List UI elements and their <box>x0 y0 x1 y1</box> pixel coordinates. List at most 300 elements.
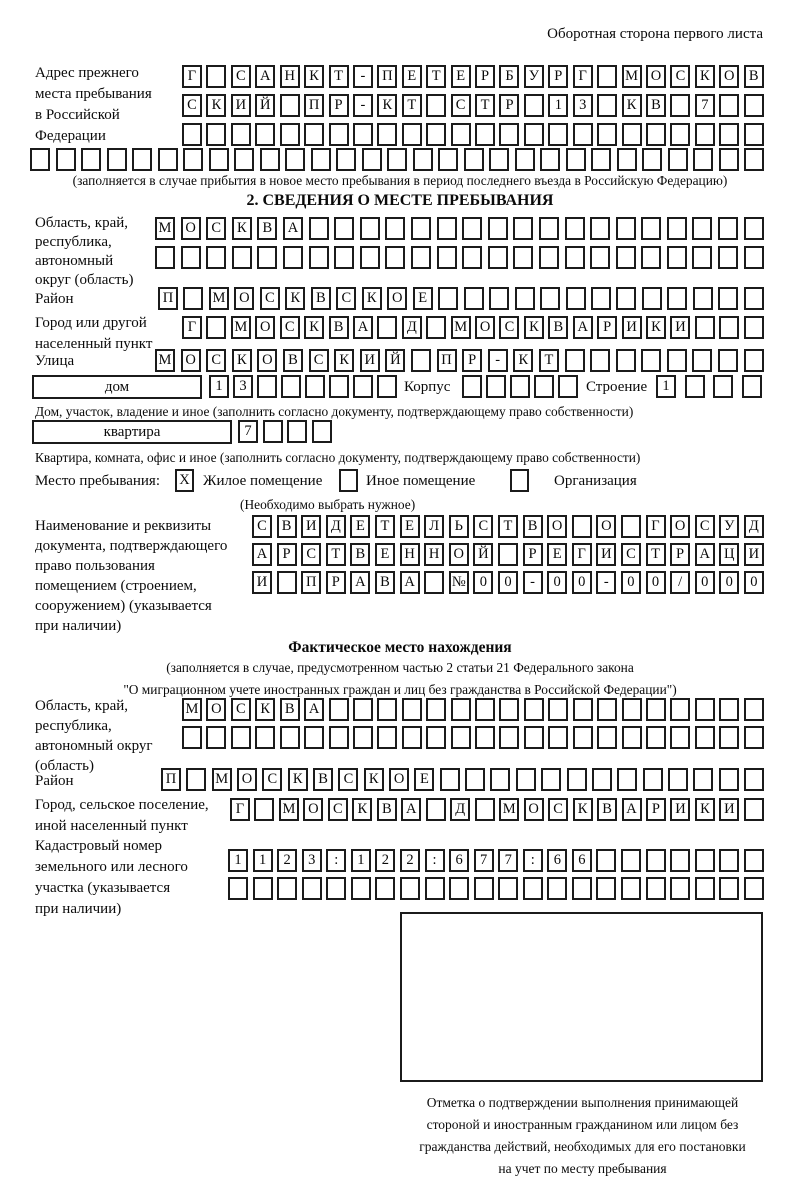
form-cell <box>622 698 642 721</box>
form-cell <box>474 877 494 900</box>
oblast-label-line: Область, край, <box>35 215 129 231</box>
form-cell <box>81 148 101 171</box>
form-cell <box>375 877 395 900</box>
form-cell: В <box>311 287 331 310</box>
form-cell <box>524 726 544 749</box>
form-cell: Е <box>451 65 471 88</box>
form-cell: Р <box>499 94 519 117</box>
form-cell <box>280 123 300 146</box>
form-cell <box>377 726 397 749</box>
fact-caption-line-2: "О миграционном учете иностранных граждан и лиц без гражданства в Российской Федерации") <box>123 682 677 697</box>
form-cell: 3 <box>573 94 593 117</box>
form-cell: С <box>499 316 519 339</box>
form-cell: М <box>155 217 175 240</box>
form-cell <box>309 217 329 240</box>
form-cell: Т <box>329 65 349 88</box>
fact-gorod-label <box>35 795 209 837</box>
form-cell <box>336 148 356 171</box>
form-cell: Н <box>400 543 420 566</box>
form-cell <box>377 316 397 339</box>
form-cell: С <box>206 217 226 240</box>
form-cell <box>498 877 518 900</box>
form-cell: Н <box>424 543 444 566</box>
form-cell <box>742 375 762 398</box>
form-cell <box>498 543 518 566</box>
form-cell <box>400 877 420 900</box>
form-cell <box>592 768 612 791</box>
form-cell <box>234 148 254 171</box>
form-cell <box>158 148 178 171</box>
form-cell <box>616 349 636 372</box>
form-cell: О <box>237 768 257 791</box>
form-cell <box>186 768 206 791</box>
form-cell <box>695 698 715 721</box>
fact-oblast-row-1 <box>182 698 764 721</box>
form-cell: К <box>622 94 642 117</box>
form-cell: О <box>646 65 666 88</box>
form-cell <box>692 217 712 240</box>
form-cell: Р <box>475 65 495 88</box>
korpus-cells <box>462 375 578 398</box>
checkbox-zhiloe-label: Жилое помещение <box>203 473 323 489</box>
form-cell <box>744 148 764 171</box>
form-cell <box>596 877 616 900</box>
form-cell: О <box>670 515 690 538</box>
form-cell: И <box>231 94 251 117</box>
form-cell <box>475 798 495 821</box>
stamp-caption <box>395 1092 770 1180</box>
form-cell: / <box>670 571 690 594</box>
form-cell <box>462 246 482 269</box>
form-cell <box>744 726 764 749</box>
form-cell: И <box>670 316 690 339</box>
form-cell: О <box>475 316 495 339</box>
form-cell: В <box>283 349 303 372</box>
form-cell <box>566 148 586 171</box>
form-cell: 1 <box>209 375 229 398</box>
form-cell <box>719 148 739 171</box>
form-cell <box>670 726 690 749</box>
stroenie-label: Строение <box>586 379 648 395</box>
form-cell <box>668 148 688 171</box>
form-cell: И <box>301 515 321 538</box>
fact-gorod-label-line: иной населенный пункт <box>35 818 188 834</box>
form-cell: Т <box>539 349 559 372</box>
doc-label-line: право пользования <box>35 558 155 574</box>
form-cell <box>744 123 764 146</box>
form-cell: А <box>304 698 324 721</box>
checkbox-zhiloe: X <box>175 469 194 492</box>
form-cell <box>385 217 405 240</box>
form-cell: Г <box>572 543 592 566</box>
form-cell <box>685 375 705 398</box>
form-cell <box>670 698 690 721</box>
form-cell <box>548 726 568 749</box>
doc-label-line: документа, подтверждающего <box>35 538 228 554</box>
form-cell <box>667 287 687 310</box>
form-cell: 2 <box>400 849 420 872</box>
form-cell <box>287 420 307 443</box>
form-cell <box>206 123 226 146</box>
form-cell <box>565 217 585 240</box>
form-cell: А <box>252 543 272 566</box>
form-cell <box>411 217 431 240</box>
form-cell: И <box>744 543 764 566</box>
raion-row <box>158 287 764 310</box>
prev-address-caption: (заполняется в случае прибытия в новое место пребывания в период последнего въезда в Российскую Федерацию) <box>72 173 728 188</box>
form-cell: 0 <box>621 571 641 594</box>
form-cell: И <box>670 798 690 821</box>
form-cell <box>567 768 587 791</box>
form-cell <box>524 123 544 146</box>
form-cell: К <box>288 768 308 791</box>
form-cell: 2 <box>375 849 395 872</box>
form-cell: А <box>350 571 370 594</box>
form-cell <box>107 148 127 171</box>
form-cell <box>426 123 446 146</box>
form-cell: Й <box>385 349 405 372</box>
form-cell: 0 <box>498 571 518 594</box>
form-cell <box>670 123 690 146</box>
form-cell <box>426 316 446 339</box>
form-cell: Р <box>646 798 666 821</box>
oblast-label <box>35 214 133 290</box>
form-cell <box>464 287 484 310</box>
form-cell: Р <box>523 543 543 566</box>
form-cell: В <box>277 515 297 538</box>
kadastr-label <box>35 836 188 920</box>
form-cell: 3 <box>233 375 253 398</box>
form-cell <box>591 287 611 310</box>
form-cell <box>692 349 712 372</box>
prev-address-row-2 <box>182 94 764 117</box>
form-cell <box>667 217 687 240</box>
form-cell <box>744 217 764 240</box>
form-cell: К <box>232 217 252 240</box>
form-cell <box>462 375 482 398</box>
form-cell: 0 <box>572 571 592 594</box>
form-cell: С <box>206 349 226 372</box>
form-cell: П <box>304 94 324 117</box>
form-cell <box>351 877 371 900</box>
form-cell <box>231 123 251 146</box>
form-cell <box>718 217 738 240</box>
form-cell <box>548 123 568 146</box>
form-cell: Р <box>597 316 617 339</box>
form-cell <box>280 94 300 117</box>
form-cell: П <box>161 768 181 791</box>
fact-caption-line-1: (заполняется в случае, предусмотренном частью 2 статьи 21 Федерального закона <box>166 660 634 675</box>
ulitsa-label: Улица <box>35 353 75 369</box>
form-cell: Е <box>375 543 395 566</box>
form-cell <box>718 349 738 372</box>
form-cell <box>56 148 76 171</box>
form-cell <box>475 698 495 721</box>
gorod-label-line: населенный пункт <box>35 336 153 352</box>
form-cell <box>621 877 641 900</box>
form-cell: С <box>309 349 329 372</box>
form-cell <box>558 375 578 398</box>
form-cell <box>326 877 346 900</box>
form-cell <box>209 148 229 171</box>
form-cell: С <box>231 65 251 88</box>
form-cell <box>475 123 495 146</box>
kadastr-row-1 <box>228 849 764 872</box>
form-cell: В <box>280 698 300 721</box>
fact-title: Фактическое место нахождения <box>288 639 512 656</box>
form-cell <box>426 798 446 821</box>
stamp-caption-line: гражданства действий, необходимых для его постановки <box>419 1139 746 1154</box>
form-cell: К <box>352 798 372 821</box>
form-cell <box>438 287 458 310</box>
form-cell <box>253 877 273 900</box>
form-cell: П <box>377 65 397 88</box>
form-cell: А <box>353 316 373 339</box>
form-cell <box>744 246 764 269</box>
form-cell <box>641 349 661 372</box>
form-cell <box>465 768 485 791</box>
fact-raion-row <box>161 768 764 791</box>
form-cell <box>255 123 275 146</box>
prev-address-label <box>35 63 152 147</box>
form-cell <box>411 349 431 372</box>
form-cell <box>540 148 560 171</box>
form-cell: Й <box>255 94 275 117</box>
gorod-label <box>35 313 152 355</box>
form-cell <box>387 148 407 171</box>
doc-label-line: сооружением) (указывается <box>35 598 212 614</box>
form-cell: О <box>449 543 469 566</box>
form-cell: С <box>451 94 471 117</box>
form-cell <box>402 726 422 749</box>
form-cell <box>402 123 422 146</box>
stamp-caption-line: на учет по месту пребывания <box>498 1161 667 1176</box>
form-cell <box>283 246 303 269</box>
prev-address-label-line: в Российской <box>35 107 120 123</box>
form-cell <box>566 287 586 310</box>
form-cell: М <box>231 316 251 339</box>
form-cell <box>353 375 373 398</box>
form-cell <box>402 698 422 721</box>
prev-address-row-3 <box>182 123 764 146</box>
form-cell: О <box>387 287 407 310</box>
form-cell: И <box>719 798 739 821</box>
form-cell <box>744 768 764 791</box>
fact-oblast-row-2 <box>182 726 764 749</box>
form-cell <box>449 877 469 900</box>
form-cell <box>621 849 641 872</box>
form-cell <box>155 246 175 269</box>
form-cell <box>719 849 739 872</box>
form-cell: Е <box>402 65 422 88</box>
oblast-label-line: республика, <box>35 234 112 250</box>
oblast-row-1 <box>155 217 764 240</box>
doc-label-line: помещением (строением, <box>35 578 197 594</box>
form-cell <box>719 768 739 791</box>
form-cell <box>713 375 733 398</box>
form-cell <box>670 877 690 900</box>
form-cell: 0 <box>473 571 493 594</box>
form-cell <box>182 123 202 146</box>
form-cell <box>695 877 715 900</box>
form-cell: : <box>425 849 445 872</box>
form-cell: Г <box>646 515 666 538</box>
form-cell <box>183 287 203 310</box>
form-cell: В <box>350 543 370 566</box>
form-cell: О <box>181 217 201 240</box>
form-cell <box>642 287 662 310</box>
form-cell <box>329 123 349 146</box>
stamp-area <box>400 912 763 1082</box>
form-cell <box>464 148 484 171</box>
form-cell <box>596 849 616 872</box>
form-cell <box>281 375 301 398</box>
ulitsa-row <box>155 349 764 372</box>
form-cell <box>304 123 324 146</box>
prev-address-row-1 <box>182 65 764 88</box>
form-cell: Т <box>646 543 666 566</box>
form-cell <box>693 287 713 310</box>
form-cell <box>437 246 457 269</box>
form-cell: В <box>329 316 349 339</box>
form-cell: К <box>364 768 384 791</box>
form-cell <box>206 246 226 269</box>
form-cell <box>206 316 226 339</box>
kvartira-caption: Квартира, комната, офис и иное (заполнить согласно документу, подтверждающему право собственности) <box>35 450 641 465</box>
form-cell: Е <box>547 543 567 566</box>
form-cell: 7 <box>498 849 518 872</box>
form-cell <box>488 217 508 240</box>
form-cell: М <box>451 316 471 339</box>
form-cell <box>385 246 405 269</box>
form-cell <box>719 877 739 900</box>
form-cell: К <box>646 316 666 339</box>
form-cell: О <box>181 349 201 372</box>
form-cell <box>206 65 226 88</box>
form-cell <box>695 849 715 872</box>
form-cell <box>426 94 446 117</box>
form-cell <box>590 246 610 269</box>
form-cell <box>744 877 764 900</box>
form-cell <box>646 849 666 872</box>
form-cell: О <box>255 316 275 339</box>
stamp-caption-line: Отметка о подтверждении выполнения принимающей <box>426 1095 739 1110</box>
form-cell <box>438 148 458 171</box>
form-cell: Т <box>475 94 495 117</box>
form-cell: № <box>449 571 469 594</box>
form-cell <box>360 246 380 269</box>
form-cell: В <box>548 316 568 339</box>
form-cell: Т <box>326 543 346 566</box>
form-cell: У <box>719 515 739 538</box>
form-cell <box>440 768 460 791</box>
form-cell <box>719 726 739 749</box>
form-cell <box>486 375 506 398</box>
form-cell: 0 <box>646 571 666 594</box>
form-cell: Е <box>414 768 434 791</box>
form-cell <box>646 698 666 721</box>
checkbox-org-label: Организация <box>554 473 637 489</box>
form-cell: 1 <box>228 849 248 872</box>
doc-row-1 <box>252 515 764 538</box>
form-cell: В <box>523 515 543 538</box>
form-cell <box>437 217 457 240</box>
kadastr-label-line: участка (указывается <box>35 880 171 896</box>
form-cell: К <box>524 316 544 339</box>
form-cell: В <box>744 65 764 88</box>
form-cell: Т <box>498 515 518 538</box>
form-cell: О <box>389 768 409 791</box>
form-cell: Е <box>413 287 433 310</box>
form-cell: Д <box>450 798 470 821</box>
form-cell <box>426 698 446 721</box>
form-cell <box>362 148 382 171</box>
form-cell <box>488 246 508 269</box>
form-cell <box>548 698 568 721</box>
form-cell <box>670 94 690 117</box>
form-cell <box>228 877 248 900</box>
form-cell: П <box>437 349 457 372</box>
form-cell: П <box>158 287 178 310</box>
form-cell <box>304 726 324 749</box>
form-cell: - <box>353 65 373 88</box>
form-cell <box>597 123 617 146</box>
form-cell <box>255 726 275 749</box>
form-cell <box>693 148 713 171</box>
form-cell: Г <box>230 798 250 821</box>
form-cell <box>329 726 349 749</box>
form-cell: К <box>206 94 226 117</box>
form-cell: В <box>313 768 333 791</box>
form-cell <box>181 246 201 269</box>
section-2-title: 2. СВЕДЕНИЯ О МЕСТЕ ПРЕБЫВАНИЯ <box>246 192 554 209</box>
form-cell <box>311 148 331 171</box>
form-cell <box>565 349 585 372</box>
form-cell: М <box>499 798 519 821</box>
kadastr-label-line: при наличии) <box>35 901 122 917</box>
form-cell: Ц <box>719 543 739 566</box>
form-cell: И <box>252 571 272 594</box>
form-cell: С <box>231 698 251 721</box>
form-cell <box>695 316 715 339</box>
form-cell <box>547 877 567 900</box>
form-cell: 7 <box>238 420 258 443</box>
form-cell: К <box>285 287 305 310</box>
form-cell <box>451 698 471 721</box>
form-cell: А <box>400 571 420 594</box>
form-cell <box>641 217 661 240</box>
form-cell <box>206 726 226 749</box>
form-cell <box>667 246 687 269</box>
form-cell: К <box>304 65 324 88</box>
oblast-label-line: автономный <box>35 253 114 269</box>
form-cell <box>426 726 446 749</box>
form-cell <box>617 768 637 791</box>
form-cell <box>668 768 688 791</box>
form-cell <box>257 246 277 269</box>
form-cell: Ь <box>449 515 469 538</box>
form-cell <box>499 123 519 146</box>
form-cell: О <box>257 349 277 372</box>
form-cell <box>573 698 593 721</box>
form-cell <box>646 726 666 749</box>
form-cell <box>524 698 544 721</box>
form-cell <box>377 698 397 721</box>
form-cell: К <box>255 698 275 721</box>
kadastr-label-line: Кадастровый номер <box>35 838 162 854</box>
checkbox-inoe <box>339 469 358 492</box>
form-cell: - <box>353 94 373 117</box>
